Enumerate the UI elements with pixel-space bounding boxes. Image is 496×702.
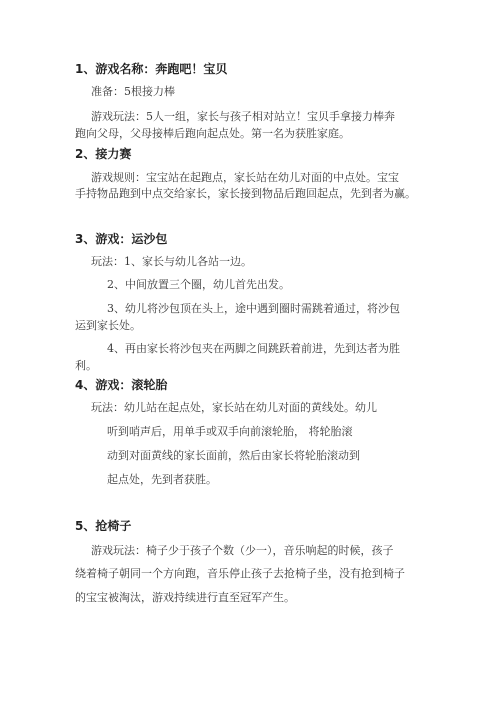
- section-4-line-1: 玩法：幼儿站在起点处，家长站在幼儿对面的黄线处。幼儿: [91, 401, 377, 414]
- section-2-line-2: 手持物品跑到中点交给家长，家长接到物品后跑回起点，先到者为赢。: [75, 187, 416, 200]
- section-3-line-6: 利。: [75, 359, 97, 372]
- section-3-line-1: 玩法：1、家长与幼儿各站一边。: [91, 255, 252, 268]
- section-2-heading: 2、接力赛: [75, 147, 132, 161]
- section-3-line-5: 4、再由家长将沙包夹在两脚之间跳跃着前进，先到达者为胜: [107, 342, 400, 355]
- section-4-line-3: 动到对面黄线的家长面前，然后由家长将轮胎滚动到: [107, 449, 360, 462]
- section-4-line-2: 听到哨声后，用单手或双手向前滚轮胎， 将轮胎滚: [107, 425, 353, 438]
- section-5-line-3: 的宝宝被淘汰，游戏持续进行直至冠军产生。: [75, 591, 295, 604]
- section-1-line-2: 游戏玩法：5人一组，家长与孩子相对站立！宝贝手拿接力棒奔: [91, 110, 395, 123]
- section-1-line-1: 准备：5根接力棒: [91, 85, 175, 98]
- section-2-line-1: 游戏规则：宝宝站在起跑点，家长站在幼儿对面的中点处。宝宝: [91, 171, 399, 184]
- section-5-heading: 5、抢椅子: [75, 519, 132, 533]
- section-3-line-2: 2、中间放置三个圈，幼儿首先出发。: [107, 278, 290, 291]
- section-1-line-3: 跑向父母，父母接棒后跑向起点处。第一名为获胜家庭。: [75, 127, 350, 140]
- section-3-line-4: 运到家长处。: [75, 319, 141, 332]
- section-4-heading: 4、游戏：滚轮胎: [75, 378, 168, 392]
- section-1-heading: 1、游戏名称：奔跑吧！宝贝: [75, 62, 228, 76]
- section-5-line-1: 游戏玩法：椅子少于孩子个数（少一），音乐响起的时候，孩子: [91, 544, 394, 557]
- section-3-heading: 3、游戏：运沙包: [75, 232, 168, 246]
- section-5-line-2: 绕着椅子朝同一个方向跑，音乐停止孩子去抢椅子坐，没有抢到椅子: [75, 567, 405, 580]
- section-4-line-4: 起点处，先到者获胜。: [107, 473, 217, 486]
- section-3-line-3: 3、幼儿将沙包顶在头上，途中遇到圈时需跳着通过，将沙包: [107, 302, 400, 315]
